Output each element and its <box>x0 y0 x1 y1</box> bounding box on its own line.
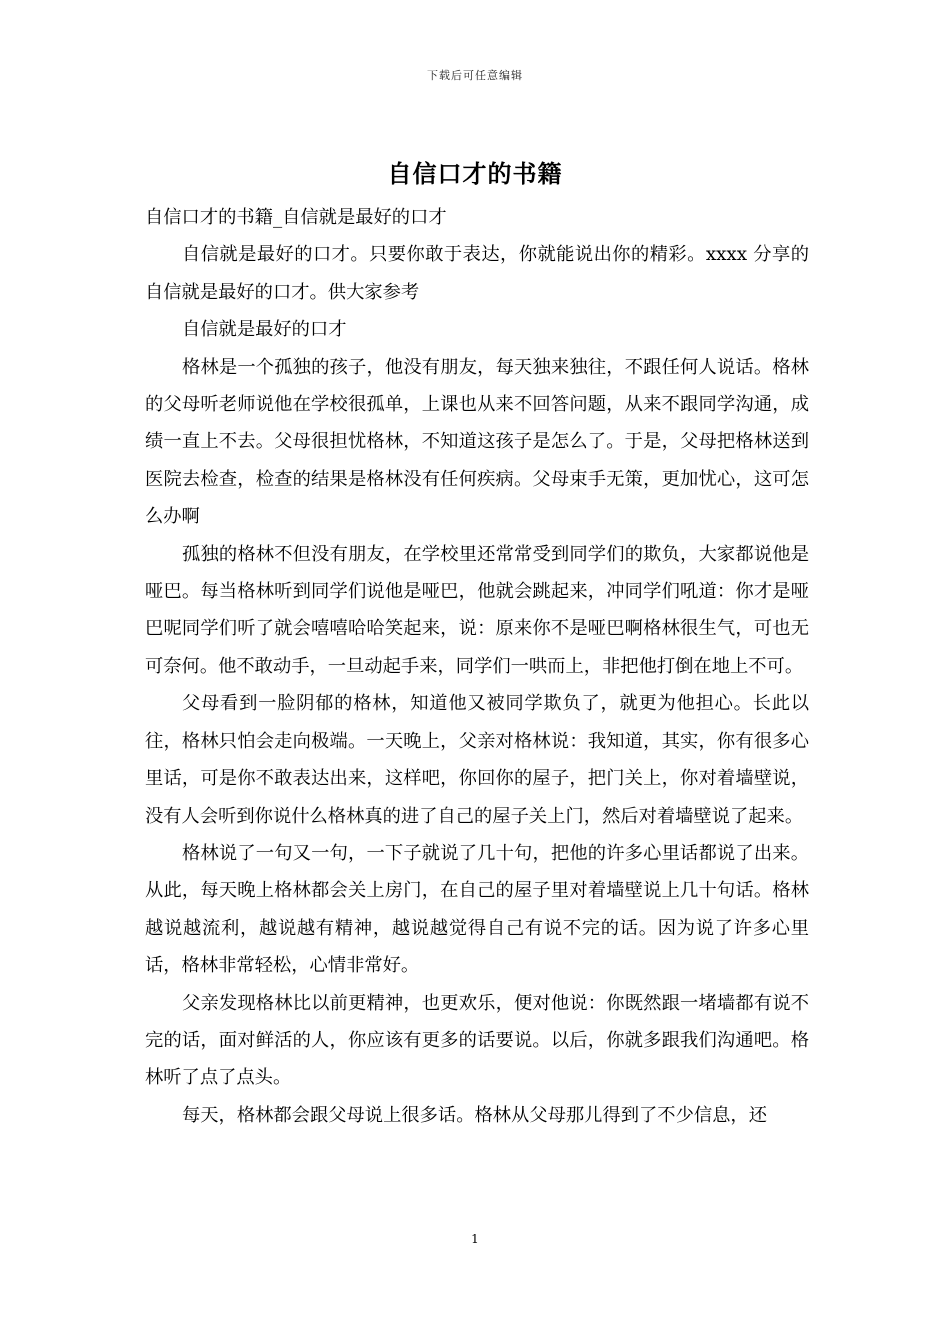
page-number: 1 <box>471 1232 479 1246</box>
paragraph: 父母看到一脸阴郁的格林，知道他又被同学欺负了，就更为他担心。长此以往，格林只怕会走向极端。一天晚上，父亲对格林说：我知道，其实，你有很多心里话，可是你不敢表达出来，这样吧，你回你的屋子，把门关上，你对着墙壁说，没有人会听到你说什么格林真的进了自己的屋子关上门，然后对着墙壁说了起来。 <box>145 693 809 827</box>
paragraph: 孤独的格林不但没有朋友，在学校里还常常受到同学们的欺负，大家都说他是哑巴。每当格林听到同学们说他是哑巴，他就会跳起来，冲同学们吼道：你才是哑巴呢同学们听了就会嘻嘻哈哈笑起来，说：原来你不是哑巴啊格林很生气，可也无可奈何。他不敢动手，一旦动起手来，同学们一哄而上，非把他打倒在地上不可。 <box>145 543 809 677</box>
document-subtitle: 自信口才的书籍_自信就是最好的口才 <box>145 207 447 228</box>
paragraph-intro: 自信就是最好的口才。只要你敢于表达，你就能说出你的精彩。xxxx 分享的自信就是最好的口才。供大家参考 <box>145 244 809 303</box>
paragraph: 格林是一个孤独的孩子，他没有朋友，每天独来独往，不跟任何人说话。格林的父母听老师说他在学校很孤单，上课也从来不回答问题，从来不跟同学沟通，成绩一直上不去。父母很担忧格林，不知道这孩子是怎么了。于是，父母把格林送到医院去检查，检查的结果是格林没有任何疾病。父母束手无策，更加忧心，这可怎么办啊 <box>145 356 809 528</box>
document-title: 自信口才的书籍 <box>387 159 563 188</box>
paragraph: 每天，格林都会跟父母说上很多话。格林从父母那儿得到了不少信息，还 <box>182 1104 767 1126</box>
paragraph: 格林说了一句又一句，一下子就说了几十句，把他的许多心里话都说了出来。从此，每天晚上格林都会关上房门，在自己的屋子里对着墙壁说上几十句话。格林越说越流利，越说越有精神，越说越觉得自己有说不完的话。因为说了许多心里话，格林非常轻松，心情非常好。 <box>145 842 809 977</box>
page-header-note: 下载后可任意编辑 <box>427 69 523 82</box>
document-body <box>145 199 809 1134</box>
paragraph: 父亲发现格林比以前更精神，也更欢乐，便对他说：你既然跟一堵墙都有说不完的话，面对鲜活的人，你应该有更多的话要说。以后，你就多跟我们沟通吧。格林听了点了点头。 <box>145 992 809 1089</box>
section-heading: 自信就是最好的口才 <box>182 319 347 341</box>
